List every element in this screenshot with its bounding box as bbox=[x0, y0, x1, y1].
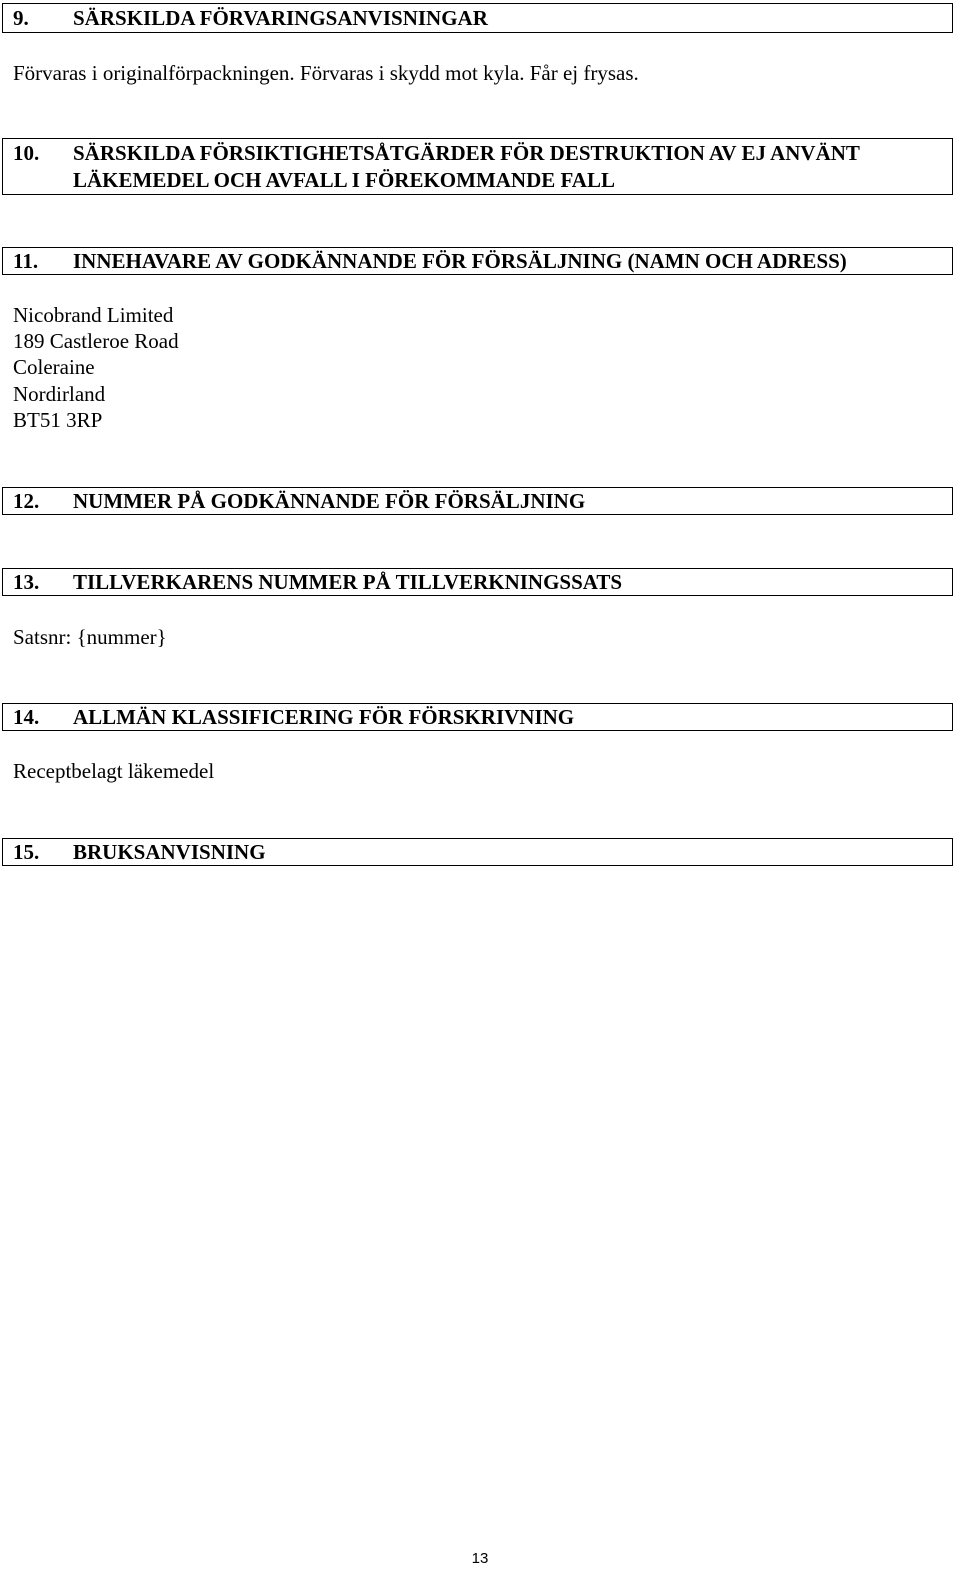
section-title-line-1: SÄRSKILDA FÖRSIKTIGHETSÅTGÄRDER FÖR DESTRUKTION AV EJ ANVÄNT bbox=[73, 141, 860, 165]
section-9-header bbox=[2, 3, 953, 33]
street-address: 189 Castleroe Road bbox=[13, 329, 179, 353]
city: Coleraine bbox=[13, 355, 95, 379]
postcode: BT51 3RP bbox=[13, 408, 103, 432]
section-number: 10. bbox=[13, 141, 40, 165]
country: Nordirland bbox=[13, 382, 106, 406]
section-number: 11. bbox=[13, 249, 39, 273]
section-9-text: Förvaras i originalförpackningen. Förvaras i skydd mot kyla. Får ej frysas. bbox=[13, 61, 639, 85]
section-title: INNEHAVARE AV GODKÄNNANDE FÖR FÖRSÄLJNING (NAMN OCH ADRESS) bbox=[73, 249, 847, 273]
section-14-header bbox=[2, 703, 953, 731]
batch-number: Satsnr: {nummer} bbox=[13, 625, 167, 649]
section-11-header bbox=[2, 247, 953, 275]
section-number: 14. bbox=[13, 705, 40, 729]
section-number: 13. bbox=[13, 570, 40, 594]
page-number: 13 bbox=[471, 1550, 489, 1567]
section-12-header bbox=[2, 487, 953, 515]
section-title: SÄRSKILDA FÖRVARINGSANVISNINGAR bbox=[73, 6, 488, 30]
prescription-classification: Receptbelagt läkemedel bbox=[13, 759, 215, 783]
section-15-header bbox=[2, 838, 953, 866]
section-title: BRUKSANVISNING bbox=[73, 840, 266, 864]
section-10-header bbox=[2, 138, 953, 195]
section-title: NUMMER PÅ GODKÄNNANDE FÖR FÖRSÄLJNING bbox=[73, 489, 586, 513]
section-number: 15. bbox=[13, 840, 40, 864]
section-13-header bbox=[2, 568, 953, 596]
section-number: 9. bbox=[13, 6, 29, 30]
company-name: Nicobrand Limited bbox=[13, 303, 174, 327]
section-title-line-2: LÄKEMEDEL OCH AVFALL I FÖREKOMMANDE FALL bbox=[73, 168, 615, 192]
section-title: ALLMÄN KLASSIFICERING FÖR FÖRSKRIVNING bbox=[73, 705, 575, 729]
section-title: TILLVERKARENS NUMMER PÅ TILLVERKNINGSSATS bbox=[73, 570, 623, 594]
section-number: 12. bbox=[13, 489, 40, 513]
